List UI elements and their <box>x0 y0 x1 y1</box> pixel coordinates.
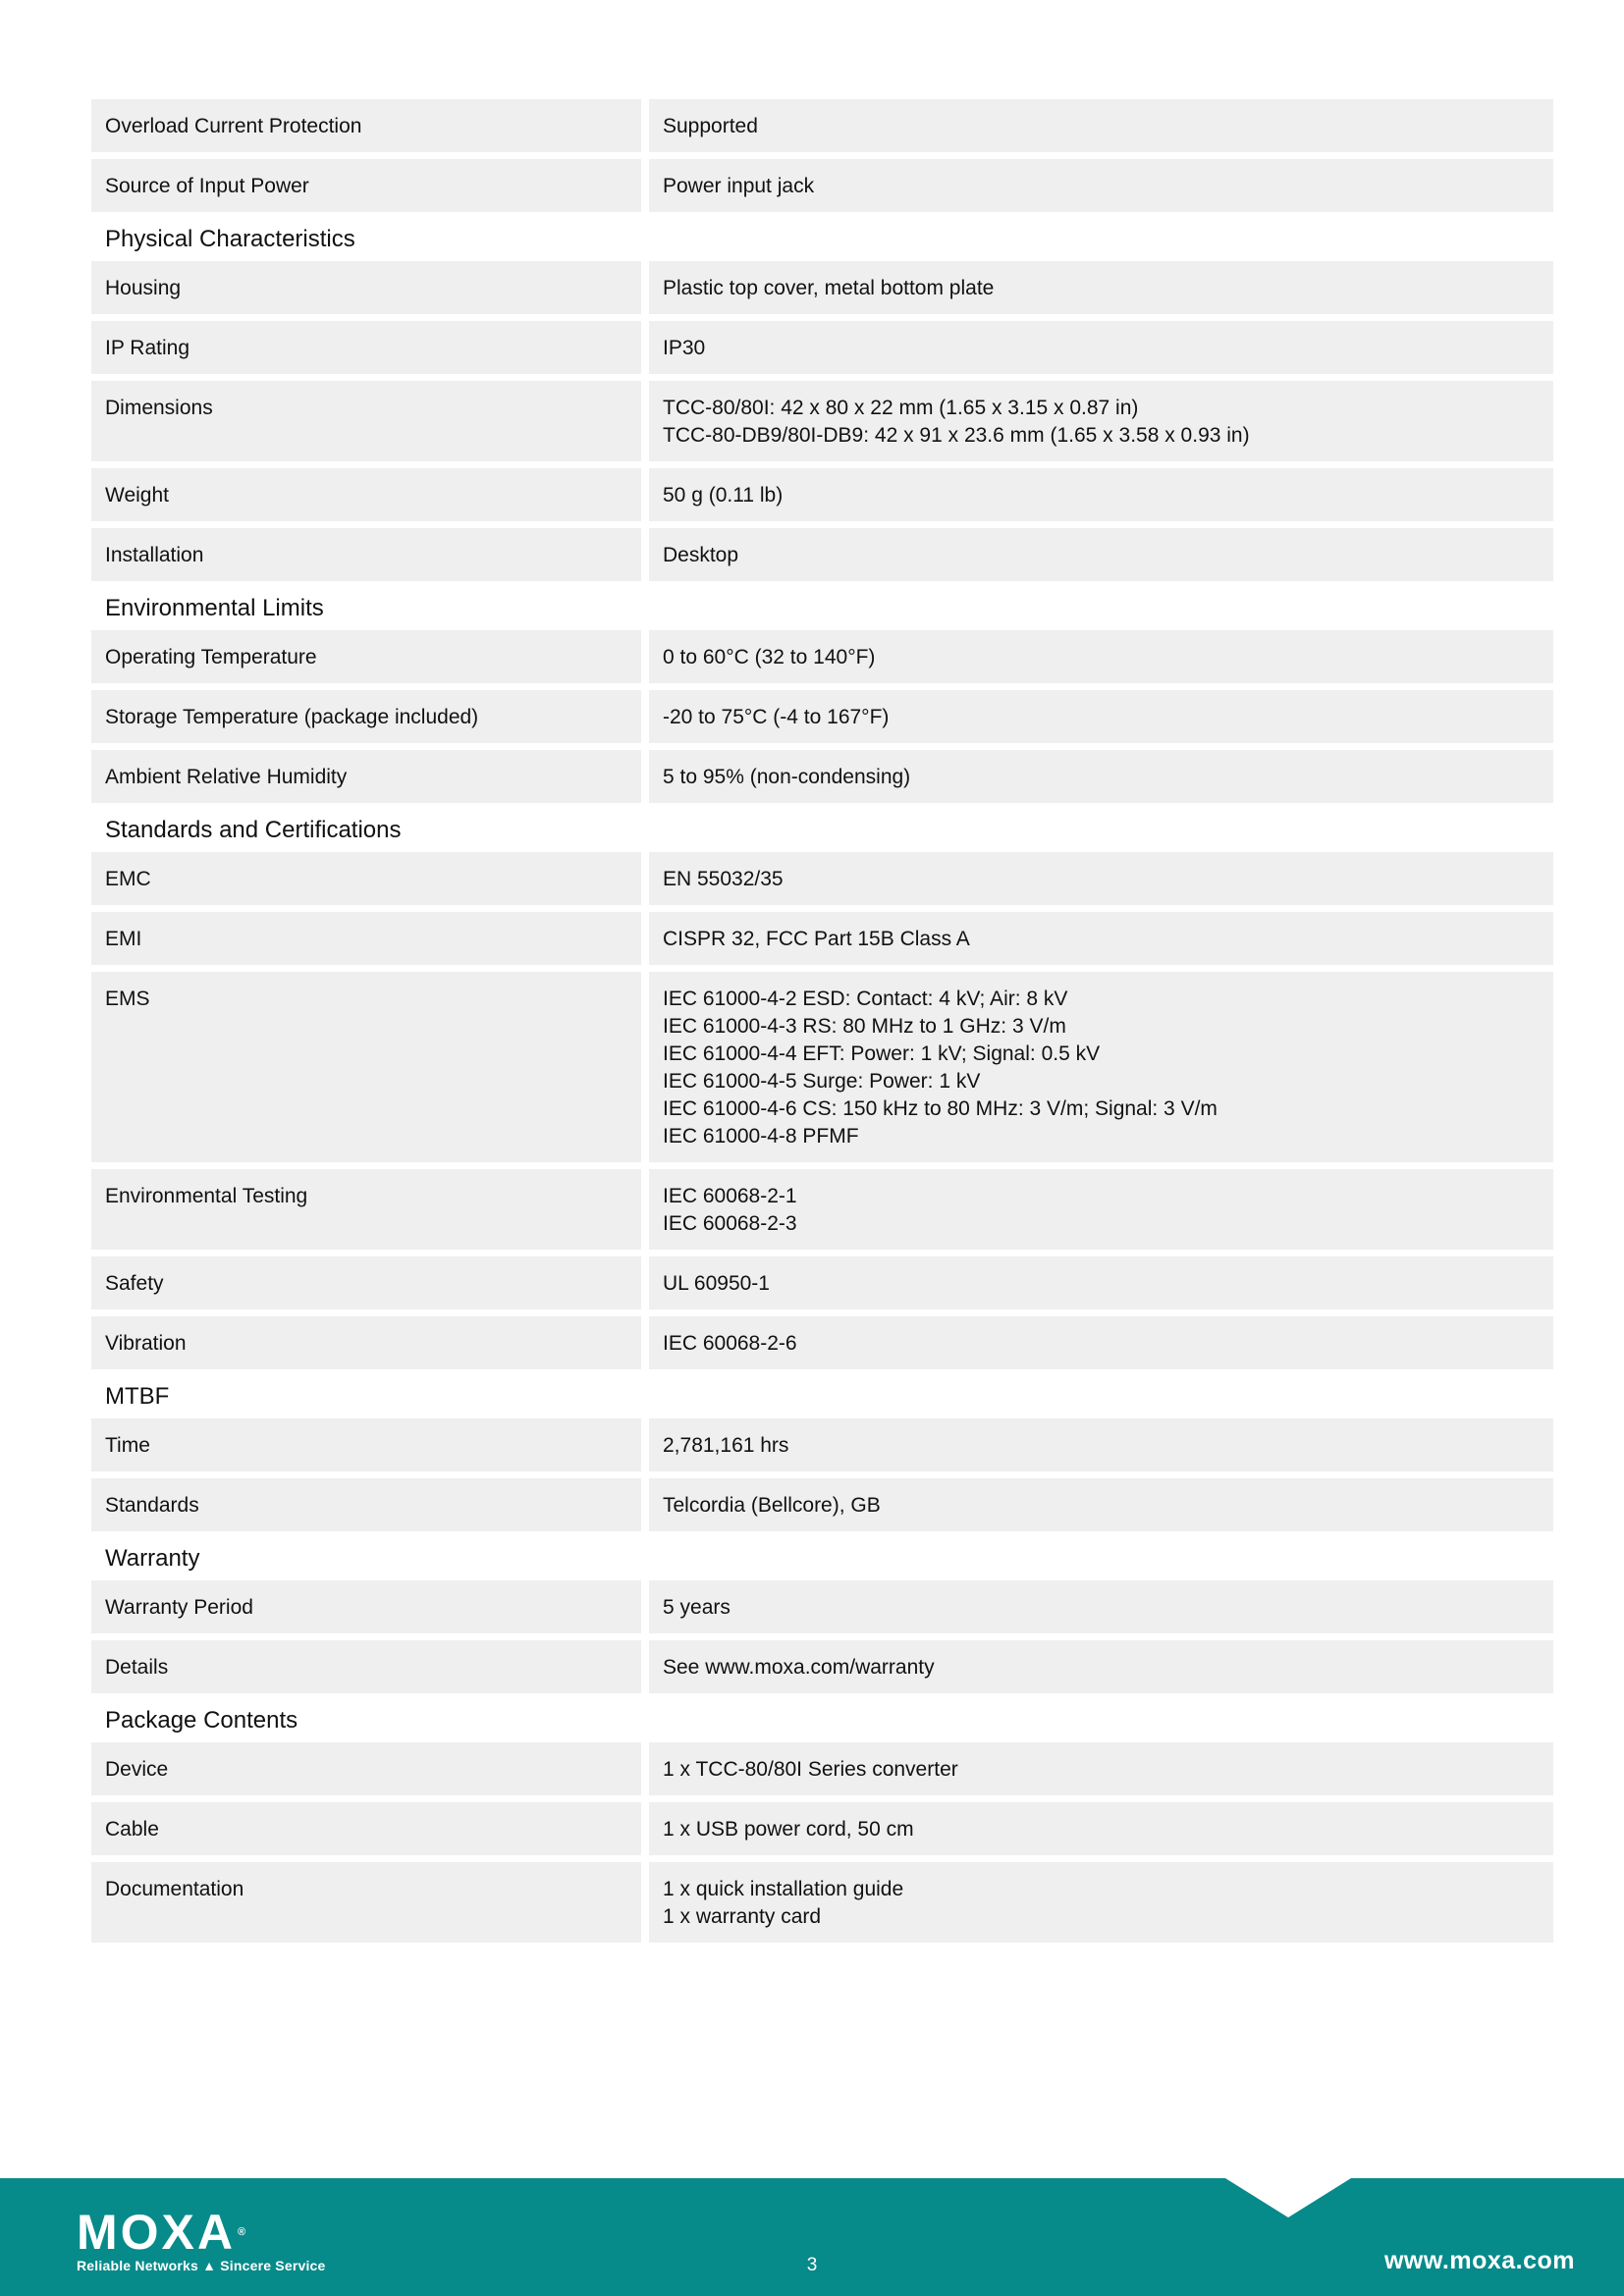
spec-label: Cable <box>91 1802 641 1855</box>
spec-row <box>91 1169 1553 1250</box>
spec-row <box>91 852 1553 905</box>
spec-value <box>649 1169 1553 1250</box>
registered-mark: ® <box>238 2226 249 2238</box>
spec-value-line: IEC 61000-4-6 CS: 150 kHz to 80 MHz: 3 V/m; Signal: 3 V/m <box>663 1097 1218 1120</box>
spec-row <box>91 1478 1553 1531</box>
spec-value-line: 5 years <box>663 1596 731 1619</box>
spec-value-line: 0 to 60°C (32 to 140°F) <box>663 646 876 668</box>
spec-label: Housing <box>91 261 641 314</box>
spec-row <box>91 99 1553 152</box>
spec-label: Safety <box>91 1256 641 1309</box>
spec-row <box>91 1640 1553 1693</box>
spec-value-line: IEC 61000-4-5 Surge: Power: 1 kV <box>663 1070 981 1093</box>
spec-label: Standards <box>91 1478 641 1531</box>
spec-value-line: 50 g (0.11 lb) <box>663 484 784 507</box>
spec-row <box>91 1580 1553 1633</box>
spec-label: Time <box>91 1418 641 1471</box>
spec-row <box>91 1316 1553 1369</box>
website-link[interactable]: www.moxa.com <box>1383 2247 1575 2274</box>
spec-row <box>91 261 1553 314</box>
spec-label: IP Rating <box>91 321 641 374</box>
spec-row <box>91 1256 1553 1309</box>
spec-value <box>649 912 1553 965</box>
spec-value-line: 1 x quick installation guide <box>663 1878 904 1900</box>
spec-value-line: See www.moxa.com/warranty <box>663 1656 935 1679</box>
spec-label: Weight <box>91 468 641 521</box>
spec-label: Vibration <box>91 1316 641 1369</box>
spec-row <box>91 159 1553 212</box>
spec-row <box>91 1418 1553 1471</box>
spec-value <box>649 1802 1553 1855</box>
spec-value-line: IP30 <box>663 337 706 359</box>
spec-value-line: Desktop <box>663 544 739 566</box>
spec-row <box>91 321 1553 374</box>
section-title: MTBF <box>105 1383 170 1410</box>
spec-row <box>91 972 1553 1162</box>
spec-value <box>649 261 1553 314</box>
spec-value <box>649 321 1553 374</box>
spec-row <box>91 690 1553 743</box>
spec-label: Operating Temperature <box>91 630 641 683</box>
page-footer <box>0 2178 1624 2296</box>
spec-value-line: TCC-80/80I: 42 x 80 x 22 mm (1.65 x 3.15 x 0.87 in) <box>663 397 1139 419</box>
spec-value-line: IEC 60068-2-6 <box>663 1332 797 1355</box>
section-title: Package Contents <box>105 1707 298 1734</box>
spec-value <box>649 1316 1553 1369</box>
spec-row <box>91 1862 1553 1943</box>
spec-label: Source of Input Power <box>91 159 641 212</box>
spec-value-line: 5 to 95% (non-condensing) <box>663 766 911 788</box>
spec-value-line: Telcordia (Bellcore), GB <box>663 1494 881 1517</box>
spec-label: Installation <box>91 528 641 581</box>
spec-value-line: IEC 60068-2-3 <box>663 1212 797 1235</box>
spec-row <box>91 630 1553 683</box>
spec-value <box>649 1256 1553 1309</box>
spec-label: Storage Temperature (package included) <box>91 690 641 743</box>
spec-label: Ambient Relative Humidity <box>91 750 641 803</box>
spec-value-line: TCC-80-DB9/80I-DB9: 42 x 91 x 23.6 mm (1.65 x 3.58 x 0.93 in) <box>663 424 1250 447</box>
spec-row <box>91 912 1553 965</box>
spec-label: Environmental Testing <box>91 1169 641 1250</box>
spec-value <box>649 381 1553 461</box>
spec-value <box>649 1640 1553 1693</box>
spec-value <box>649 1862 1553 1943</box>
spec-value-line: CISPR 32, FCC Part 15B Class A <box>663 928 970 950</box>
section-title: Physical Characteristics <box>105 226 355 252</box>
spec-value-line: Plastic top cover, metal bottom plate <box>663 277 995 299</box>
spec-label: Documentation <box>91 1862 641 1943</box>
spec-label: Details <box>91 1640 641 1693</box>
spec-row <box>91 528 1553 581</box>
spec-value-line: UL 60950-1 <box>663 1272 770 1295</box>
spec-label: EMS <box>91 972 641 1162</box>
spec-value <box>649 1742 1553 1795</box>
logo-wordmark: MOXA ® <box>77 2205 249 2260</box>
spec-value-line: 1 x USB power cord, 50 cm <box>663 1818 914 1841</box>
spec-label: EMC <box>91 852 641 905</box>
spec-label: Warranty Period <box>91 1580 641 1633</box>
spec-value <box>649 1478 1553 1531</box>
spec-label: EMI <box>91 912 641 965</box>
section-title: Environmental Limits <box>105 595 324 621</box>
spec-value <box>649 750 1553 803</box>
spec-value-line: Power input jack <box>663 175 815 197</box>
section-title: Standards and Certifications <box>105 817 402 843</box>
page-number: 3 <box>806 2255 818 2275</box>
spec-row <box>91 381 1553 461</box>
spec-value-line: IEC 61000-4-8 PFMF <box>663 1125 859 1148</box>
spec-value <box>649 528 1553 581</box>
spec-value-line: IEC 60068-2-1 <box>663 1185 797 1207</box>
spec-value-line: IEC 61000-4-3 RS: 80 MHz to 1 GHz: 3 V/m <box>663 1015 1066 1038</box>
spec-row <box>91 1802 1553 1855</box>
spec-label: Dimensions <box>91 381 641 461</box>
spec-value <box>649 630 1553 683</box>
section-title: Warranty <box>105 1545 200 1572</box>
spec-value-line: IEC 61000-4-2 ESD: Contact: 4 kV; Air: 8 kV <box>663 988 1068 1010</box>
spec-value <box>649 1418 1553 1471</box>
spec-value-line: IEC 61000-4-4 EFT: Power: 1 kV; Signal: 0.5 kV <box>663 1042 1101 1065</box>
spec-label: Device <box>91 1742 641 1795</box>
spec-value <box>649 1580 1553 1633</box>
spec-value-line: 2,781,161 hrs <box>663 1434 789 1457</box>
spec-value <box>649 852 1553 905</box>
spec-value-line: EN 55032/35 <box>663 868 784 890</box>
footer-notch <box>1225 2178 1351 2217</box>
spec-row <box>91 750 1553 803</box>
spec-value <box>649 972 1553 1162</box>
spec-row <box>91 1742 1553 1795</box>
spec-value <box>649 690 1553 743</box>
spec-row <box>91 468 1553 521</box>
spec-label: Overload Current Protection <box>91 99 641 152</box>
spec-value <box>649 468 1553 521</box>
logo-tagline: Reliable Networks ▲ Sincere Service <box>77 2258 326 2273</box>
spec-table <box>91 99 1553 1949</box>
spec-value <box>649 159 1553 212</box>
spec-value <box>649 99 1553 152</box>
spec-value-line: -20 to 75°C (-4 to 167°F) <box>663 706 890 728</box>
spec-value-line: 1 x warranty card <box>663 1905 822 1928</box>
spec-value-line: Supported <box>663 115 758 137</box>
spec-value-line: 1 x TCC-80/80I Series converter <box>663 1758 958 1781</box>
